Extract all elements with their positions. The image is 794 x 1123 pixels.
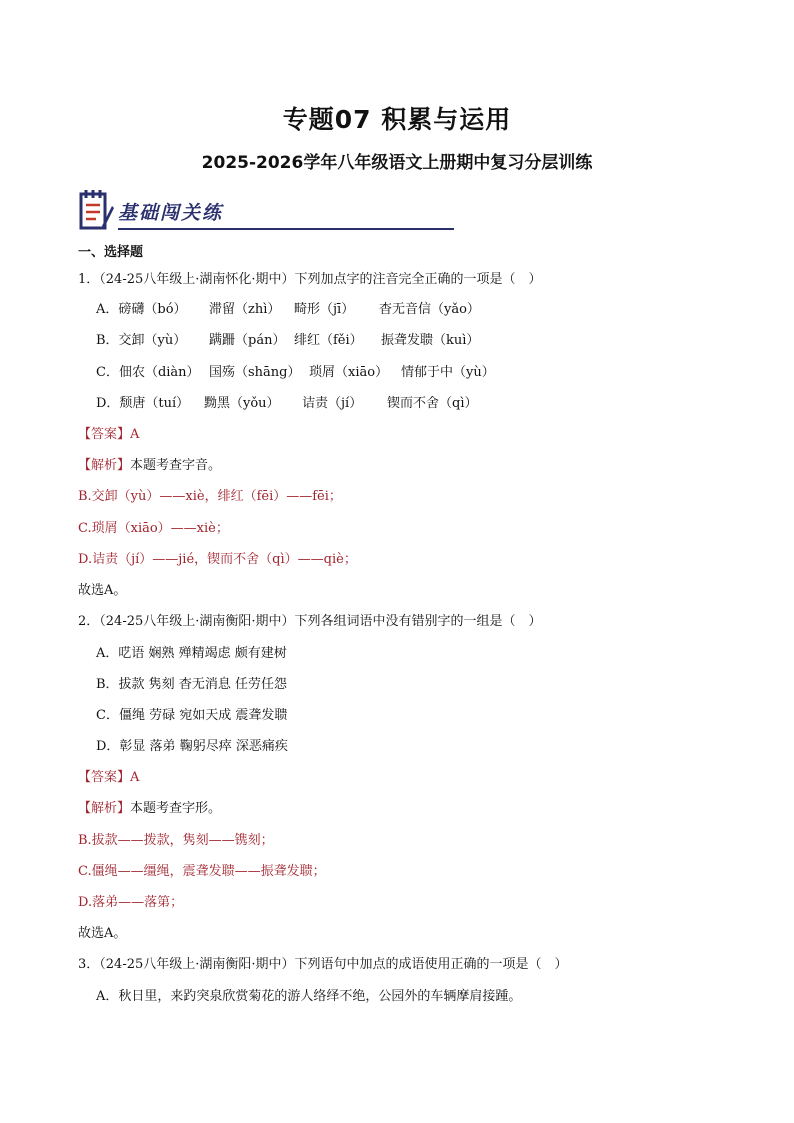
q1-b-1: B．交卸（yù）: [96, 333, 187, 348]
q2-note-b: B.拔款——拨款，隽刻——镌刻；: [78, 833, 274, 848]
section-heading: 一、选择题: [78, 245, 144, 260]
q2-answer: 【答案】A: [78, 770, 140, 785]
section-banner: [78, 188, 458, 234]
q2-option-a: A．呓语 娴熟 殚精竭虑 颇有建树: [96, 646, 287, 661]
banner-title: 基础闯关练: [118, 202, 224, 224]
q1-a-3: 畸形（jī）: [294, 302, 355, 317]
q1-a-2: 滞留（zhì）: [209, 302, 281, 317]
q1-stem: 1．（24-25八年级上·湖南怀化·期中）下列加点字的注音完全正确的一项是（ ）: [78, 272, 542, 287]
q2-stem: 2．（24-25八年级上·湖南衡阳·期中）下列各组词语中没有错别字的一组是（ ）: [78, 614, 542, 629]
q1-c-3: 琐屑（xiāo）: [309, 365, 389, 380]
q1-b-3: 绯红（fěi）: [294, 333, 363, 348]
q2-conclusion: 故选A。: [78, 926, 127, 941]
q1-c-1: C．佃农（diàn）: [96, 365, 200, 380]
q2-option-c: C．僵绳 劳碌 宛如天成 震聋发聩: [96, 708, 288, 723]
q1-note-c: C.琐屑（xiāo）——xiè；: [78, 521, 229, 536]
q2-note-c: C.僵绳——缰绳，震聋发聩——振聋发聩；: [78, 864, 326, 879]
q1-option-c: [96, 365, 495, 381]
q2-analysis-label: 【解析】: [78, 801, 131, 816]
q1-a-1: A．磅礴（bó）: [96, 302, 187, 317]
q1-option-a: [96, 302, 480, 318]
q2-option-b: B．拔款 隽刻 杳无消息 任劳任怨: [96, 677, 287, 692]
q3-option-a: A．秋日里，来趵突泉欣赏菊花的游人络绎不绝，公园外的车辆摩肩接踵。: [96, 989, 522, 1004]
q1-option-d: [96, 396, 477, 412]
document-subtitle: 2025-2026学年八年级语文上册期中复习分层训练: [201, 153, 593, 173]
notebook-pencil-icon: [78, 188, 114, 232]
q1-b-4: 振聋发聩（kuì）: [381, 333, 480, 348]
q1-d-4: 锲而不舍（qì）: [387, 396, 478, 411]
q3-stem: 3．（24-25八年级上·湖南衡阳·期中）下列语句中加点的成语使用正确的一项是（ ）: [78, 957, 568, 972]
q1-conclusion: 故选A。: [78, 583, 127, 598]
q1-note-b: B.交卸（yù）——xiè，绯红（fēi）——fēi；: [78, 489, 342, 504]
q1-note-d: D.诘责（jí）——jié，锲而不舍（qì）——qiè；: [78, 552, 357, 567]
q2-option-d: D．彰显 落弟 鞠躬尽瘁 深恶痛疾: [96, 739, 288, 754]
q1-d-1: D．颓唐（tuí）: [96, 396, 190, 411]
q1-answer: 【答案】A: [78, 427, 140, 442]
q1-analysis-text: 本题考查字音。: [130, 458, 222, 473]
q1-option-b: [96, 333, 479, 349]
q1-analysis: [78, 458, 221, 474]
q1-a-4: 杳无音信（yǎo）: [379, 302, 480, 317]
q1-c-2: 国殇（shāng）: [209, 365, 301, 380]
q1-analysis-label: 【解析】: [78, 458, 131, 473]
document-title: 专题07 积累与运用: [282, 105, 512, 134]
q2-note-d: D.落弟——落第；: [78, 895, 184, 910]
q2-analysis-text: 本题考查字形。: [130, 801, 222, 816]
q1-d-2: 黝黑（yǒu）: [204, 396, 280, 411]
q2-analysis: [78, 801, 221, 817]
q1-b-2: 蹒跚（pán）: [209, 333, 286, 348]
q1-d-3: 诘责（jí）: [302, 396, 363, 411]
q1-c-4: 情郁于中（yù）: [401, 365, 495, 380]
banner-underline: [118, 228, 454, 230]
